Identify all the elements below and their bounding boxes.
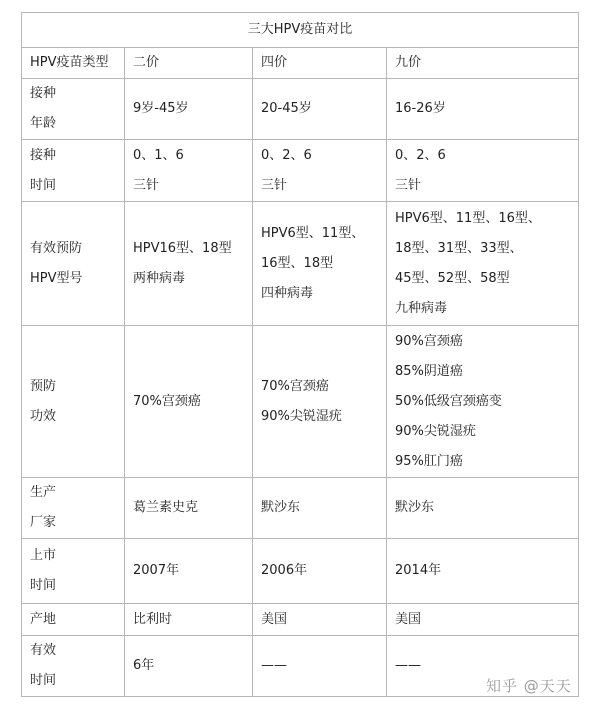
cell-line: 0、2、6 xyxy=(261,147,312,163)
table-row xyxy=(22,202,579,326)
cell-nonavalent xyxy=(387,539,579,604)
cell-line: 0、2、6 xyxy=(395,147,446,163)
cell-nonavalent xyxy=(387,326,579,478)
cell-line: 90%尖锐湿疣 xyxy=(261,408,342,424)
cell-quadrivalent xyxy=(253,636,387,697)
cell-quadrivalent xyxy=(253,478,387,539)
cell-bivalent xyxy=(125,202,253,326)
cell-line: 45型、52型、58型 xyxy=(395,270,510,286)
cell-line: 厂家 xyxy=(30,515,57,530)
cell-label xyxy=(22,604,125,636)
cell-line: 三针 xyxy=(261,177,288,193)
cell-line: 美国 xyxy=(261,611,288,627)
cell-line: 50%低级宫颈癌变 xyxy=(395,393,502,409)
cell-label xyxy=(22,539,125,604)
cell-line: 2006年 xyxy=(261,563,308,578)
hpv-comparison-table xyxy=(21,12,579,697)
cell-line: 2007年 xyxy=(133,563,180,578)
cell-bivalent xyxy=(125,140,253,202)
header-bivalent: 二价 xyxy=(125,48,253,79)
cell-line: 默沙东 xyxy=(261,500,301,515)
cell-nonavalent xyxy=(387,604,579,636)
cell-line: 美国 xyxy=(395,611,422,627)
cell-line: 接种 xyxy=(30,86,57,101)
cell-nonavalent xyxy=(387,79,579,140)
header-nonavalent: 九价 xyxy=(387,48,579,79)
cell-line: 90%尖锐湿疣 xyxy=(395,423,476,439)
cell-line: 三针 xyxy=(395,177,422,193)
cell-nonavalent xyxy=(387,140,579,202)
cell-line: 0、1、6 xyxy=(133,147,184,163)
cell-quadrivalent xyxy=(253,604,387,636)
cell-line: 生产 xyxy=(30,485,57,500)
cell-line: —— xyxy=(395,658,421,673)
table-row xyxy=(22,604,579,636)
cell-quadrivalent xyxy=(253,140,387,202)
cell-bivalent xyxy=(125,636,253,697)
cell-line: 时间 xyxy=(30,177,57,193)
cell-line: 有效预防 xyxy=(30,240,83,256)
cell-bivalent xyxy=(125,539,253,604)
table-row xyxy=(22,326,579,478)
cell-line: 年龄 xyxy=(30,116,57,131)
cell-line: 时间 xyxy=(30,578,57,593)
cell-quadrivalent xyxy=(253,79,387,140)
cell-line: HPV型号 xyxy=(30,270,83,286)
cell-line: 两种病毒 xyxy=(133,270,186,286)
cell-line: 葛兰素史克 xyxy=(133,500,199,515)
cell-bivalent xyxy=(125,326,253,478)
table-title: 三大HPV疫苗对比 xyxy=(22,13,579,48)
cell-line: 默沙东 xyxy=(395,500,435,515)
cell-nonavalent xyxy=(387,202,579,326)
cell-line: 9岁-45岁 xyxy=(133,101,189,116)
cell-line: HPV6型、11型、 xyxy=(261,225,365,241)
cell-label xyxy=(22,202,125,326)
cell-line: 三针 xyxy=(133,177,160,193)
cell-line: —— xyxy=(261,658,287,673)
header-label: HPV疫苗类型 xyxy=(22,48,125,79)
cell-label xyxy=(22,636,125,697)
table-title-row xyxy=(22,13,579,48)
table-row xyxy=(22,79,579,140)
header-quadrivalent: 四价 xyxy=(253,48,387,79)
cell-line: 有效 xyxy=(30,643,57,658)
cell-line: 16-26岁 xyxy=(395,101,446,116)
cell-label xyxy=(22,140,125,202)
cell-quadrivalent xyxy=(253,202,387,326)
cell-bivalent xyxy=(125,79,253,140)
cell-line: 功效 xyxy=(30,408,57,424)
cell-line: 16型、18型 xyxy=(261,255,334,271)
cell-line: 接种 xyxy=(30,147,57,163)
cell-line: 70%宫颈癌 xyxy=(261,378,329,394)
cell-nonavalent xyxy=(387,478,579,539)
cell-line: HPV6型、11型、16型、 xyxy=(395,210,541,226)
table-row xyxy=(22,539,579,604)
cell-quadrivalent xyxy=(253,539,387,604)
cell-line: 70%宫颈癌 xyxy=(133,393,201,409)
cell-label xyxy=(22,478,125,539)
cell-quadrivalent xyxy=(253,326,387,478)
cell-line: 20-45岁 xyxy=(261,101,312,116)
cell-line: 比利时 xyxy=(133,611,173,627)
cell-line: 产地 xyxy=(30,611,57,627)
table-row xyxy=(22,140,579,202)
cell-line: HPV16型、18型 xyxy=(133,240,232,256)
cell-line: 6年 xyxy=(133,658,155,673)
cell-line: 时间 xyxy=(30,673,57,688)
cell-line: 九种病毒 xyxy=(395,300,448,316)
table-row xyxy=(22,478,579,539)
cell-label xyxy=(22,79,125,140)
cell-line: 2014年 xyxy=(395,563,442,578)
cell-line: 18型、31型、33型、 xyxy=(395,240,523,256)
cell-line: 85%阴道癌 xyxy=(395,363,463,379)
cell-bivalent xyxy=(125,478,253,539)
cell-line: 95%肛门癌 xyxy=(395,453,463,469)
cell-bivalent xyxy=(125,604,253,636)
cell-label xyxy=(22,326,125,478)
watermark: 知乎 @天天 xyxy=(486,677,572,695)
cell-line: 上市 xyxy=(30,548,57,563)
cell-line: 四种病毒 xyxy=(261,285,314,301)
cell-line: 90%宫颈癌 xyxy=(395,333,463,349)
header-row xyxy=(22,48,579,79)
cell-line: 预防 xyxy=(30,378,57,394)
